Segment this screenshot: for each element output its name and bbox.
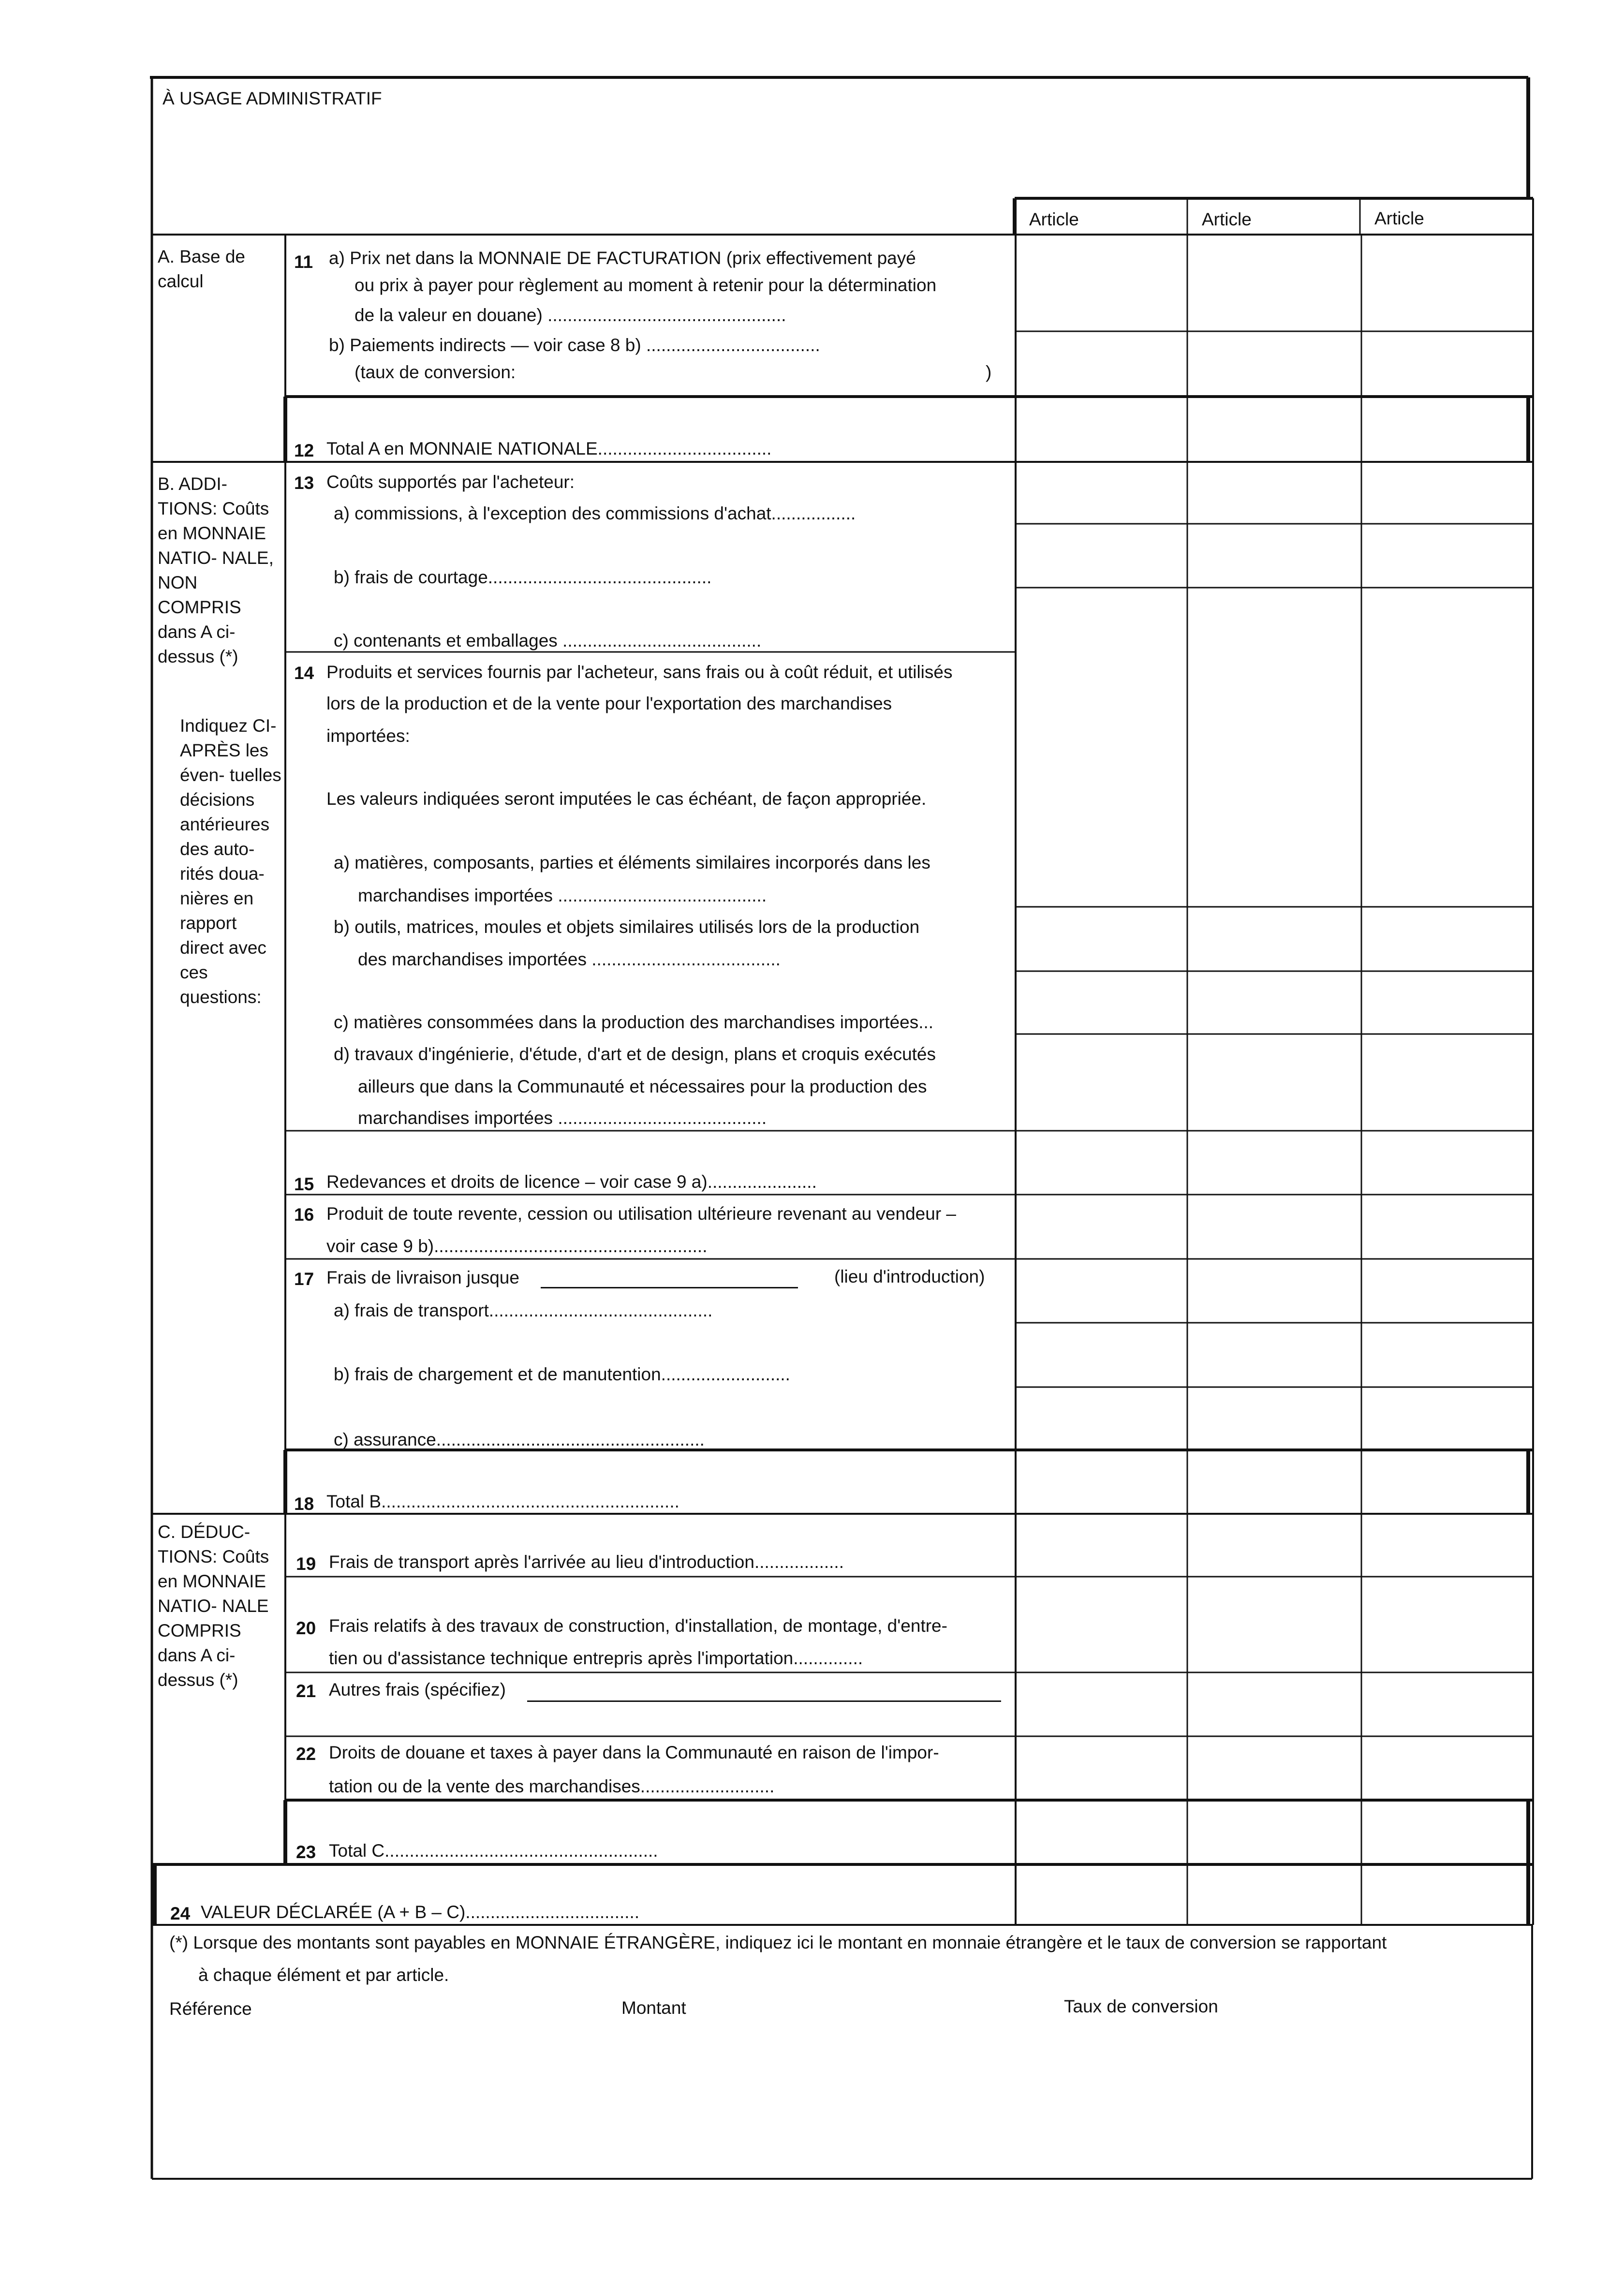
article-cell[interactable] — [1189, 399, 1359, 460]
article-cell[interactable] — [1189, 1389, 1359, 1448]
item-11a-line3: de la valeur en douane) ................................................ — [354, 305, 786, 325]
item-14d-line2: ailleurs que dans la Communauté et nécessaires pour la production des — [358, 1077, 927, 1096]
article-cell[interactable] — [1018, 1325, 1185, 1385]
article-cell[interactable] — [1189, 1325, 1359, 1385]
article-cell[interactable] — [1189, 1261, 1359, 1321]
article-cell[interactable] — [1018, 1036, 1185, 1129]
article-cell[interactable] — [1363, 1197, 1529, 1257]
item-13c-label: c) contenants et emballages ........................................ — [334, 631, 762, 650]
item-14b-line1: b) outils, matrices, moules et objets similaires utilisés lors de la production — [334, 917, 920, 937]
section-b-label: B. ADDI- TIONS: Coûts en MONNAIE NATIO- NALE, NON COMPRIS dans A ci- dessus (*) — [158, 474, 274, 666]
column-header-article-2: Article — [1202, 209, 1252, 229]
item-17-label: Frais de livraison jusque — [326, 1268, 519, 1287]
item-14-line1: Produits et services fournis par l'acheteur, sans frais ou à coût réduit, et utilisés — [326, 662, 953, 682]
article-cell[interactable] — [1363, 333, 1529, 395]
item-11b-line1: b) Paiements indirects — voir case 8 b) ................................... — [329, 335, 820, 355]
article-cell[interactable] — [1018, 1389, 1185, 1448]
item-24-number: 24 — [170, 1904, 191, 1923]
item-24-label: VALEUR DÉCLARÉE (A + B – C)................................... — [201, 1902, 640, 1922]
article-cell[interactable] — [1018, 1802, 1185, 1862]
article-cell[interactable] — [1189, 1452, 1359, 1512]
article-cell[interactable] — [1018, 1579, 1185, 1670]
article-cell[interactable] — [1018, 1197, 1185, 1257]
article-cell[interactable] — [1018, 464, 1185, 522]
section-a-label: A. Base de calcul — [158, 247, 246, 291]
item-23-number: 23 — [296, 1842, 316, 1862]
footnote-line2: à chaque élément et par article. — [198, 1965, 449, 1985]
article-cell[interactable] — [1363, 1389, 1529, 1448]
article-cell[interactable] — [1189, 909, 1359, 969]
item-21-specify-blank[interactable] — [527, 1700, 1001, 1702]
footnote-reference-label: Référence — [169, 1999, 252, 2019]
item-14c-label: c) matières consommées dans la production des marchandises importées... — [334, 1012, 934, 1032]
item-11a-line1: a) Prix net dans la MONNAIE DE FACTURATION (prix effectivement payé — [329, 248, 916, 268]
article-cell[interactable] — [1363, 236, 1529, 329]
item-14-number: 14 — [294, 663, 314, 683]
item-14a-line2: marchandises importées .......................................... — [358, 886, 767, 905]
article-cell[interactable] — [1189, 1866, 1359, 1923]
footnote-montant-label: Montant — [621, 1998, 686, 2018]
article-cell[interactable] — [1189, 1802, 1359, 1862]
item-20-number: 20 — [296, 1618, 316, 1638]
item-14d-line3: marchandises importées .......................................... — [358, 1108, 767, 1128]
item-11a-line2: ou prix à payer pour règlement au moment à retenir pour la détermination — [354, 275, 937, 295]
article-cell[interactable] — [1363, 464, 1529, 522]
item-22-line1: Droits de douane et taxes à payer dans la Communauté en raison de l'impor- — [329, 1743, 939, 1762]
item-13-label: Coûts supportés par l'acheteur: — [326, 472, 575, 492]
item-14a-line1: a) matières, composants, parties et éléments similaires incorporés dans les — [334, 853, 930, 872]
item-19-number: 19 — [296, 1554, 316, 1574]
item-14b-line2: des marchandises importées ...................................... — [358, 949, 781, 969]
article-cell[interactable] — [1189, 1738, 1359, 1798]
article-cell[interactable] — [1363, 973, 1529, 1032]
item-12-number: 12 — [294, 441, 314, 460]
item-17b-label: b) frais de chargement et de manutention.......................... — [334, 1364, 790, 1384]
item-11-number: 11 — [294, 252, 313, 272]
article-cell[interactable] — [1018, 399, 1185, 460]
article-cell[interactable] — [1363, 399, 1529, 460]
section-c-label: C. DÉDUC- TIONS: Coûts en MONNAIE NATIO- NALE COMPRIS dans A ci-dessus (*) — [158, 1522, 269, 1690]
article-cell[interactable] — [1363, 1325, 1529, 1385]
article-cell[interactable] — [1189, 973, 1359, 1032]
item-14-line3: importées: — [326, 726, 410, 746]
item-17-place-label: (lieu d'introduction) — [834, 1267, 985, 1286]
article-cell[interactable] — [1018, 1674, 1185, 1734]
article-cell[interactable] — [1189, 1516, 1359, 1575]
article-cell[interactable] — [1018, 1866, 1185, 1923]
item-16-line1: Produit de toute revente, cession ou utilisation ultérieure revenant au vendeur – — [326, 1204, 956, 1224]
item-21-number: 21 — [296, 1681, 316, 1701]
article-cell[interactable] — [1189, 1036, 1359, 1129]
article-cell[interactable] — [1189, 1133, 1359, 1193]
article-cell[interactable] — [1018, 1738, 1185, 1798]
article-cell[interactable] — [1363, 1802, 1529, 1862]
article-cell[interactable] — [1018, 1261, 1185, 1321]
article-cell[interactable] — [1363, 526, 1529, 586]
article-cell[interactable] — [1018, 333, 1185, 395]
item-18-number: 18 — [294, 1494, 314, 1514]
article-cell[interactable] — [1018, 1516, 1185, 1575]
article-cell[interactable] — [1363, 1036, 1529, 1129]
article-cell[interactable] — [1189, 333, 1359, 395]
item-16-line2: voir case 9 b)....................................................... — [326, 1236, 708, 1256]
article-cell[interactable] — [1018, 590, 1185, 905]
column-header-article-3: Article — [1374, 208, 1424, 228]
item-14-line2: lors de la production et de la vente pour l'exportation des marchandises — [326, 694, 892, 713]
article-cell[interactable] — [1189, 1579, 1359, 1670]
footnote-taux-label: Taux de conversion — [1064, 1996, 1218, 2016]
article-cell[interactable] — [1189, 236, 1359, 329]
article-cell[interactable] — [1363, 1133, 1529, 1193]
article-cell[interactable] — [1363, 1452, 1529, 1512]
item-17-number: 17 — [294, 1269, 314, 1289]
article-cell[interactable] — [1189, 526, 1359, 586]
article-cell[interactable] — [1189, 1674, 1359, 1734]
article-cell[interactable] — [1363, 1674, 1529, 1734]
article-cell[interactable] — [1018, 1452, 1185, 1512]
item-12-label: Total A en MONNAIE NATIONALE................................... — [326, 439, 772, 458]
item-21-label: Autres frais (spécifiez) — [329, 1680, 506, 1700]
item-14d-line1: d) travaux d'ingénierie, d'étude, d'art et de design, plans et croquis exécutés — [334, 1044, 936, 1064]
article-cell[interactable] — [1363, 1261, 1529, 1321]
item-22-line2: tation ou de la vente des marchandises........................... — [329, 1776, 775, 1796]
item-16-number: 16 — [294, 1205, 314, 1225]
item-17-place-blank[interactable] — [541, 1287, 798, 1288]
article-cell[interactable] — [1363, 590, 1529, 905]
item-13b-label: b) frais de courtage............................................. — [334, 567, 712, 587]
item-22-number: 22 — [296, 1744, 316, 1764]
article-cell[interactable] — [1018, 973, 1185, 1032]
article-cell[interactable] — [1189, 590, 1359, 905]
item-19-label: Frais de transport après l'arrivée au lieu d'introduction.................. — [329, 1552, 844, 1572]
item-20-line2: tien ou d'assistance technique entrepris après l'importation.............. — [329, 1648, 863, 1668]
article-cell[interactable] — [1189, 464, 1359, 522]
footnote-line1: (*) Lorsque des montants sont payables en MONNAIE ÉTRANGÈRE, indiquez ici le montant en monnaie étrangère et le taux de conversion se rapportant — [169, 1933, 1387, 1952]
item-14-note: Les valeurs indiquées seront imputées le cas échéant, de façon appropriée. — [326, 789, 927, 809]
column-header-article-1: Article — [1029, 209, 1079, 229]
item-15-number: 15 — [294, 1174, 314, 1194]
article-cell[interactable] — [1363, 1738, 1529, 1798]
article-cell[interactable] — [1363, 1579, 1529, 1670]
item-20-line1: Frais relatifs à des travaux de construction, d'installation, de montage, d'entre- — [329, 1616, 947, 1636]
item-13-number: 13 — [294, 473, 314, 493]
article-cell[interactable] — [1189, 1197, 1359, 1257]
item-18-label: Total B............................................................ — [326, 1492, 679, 1511]
admin-use-label: À USAGE ADMINISTRATIF — [162, 89, 382, 108]
article-cell[interactable] — [1363, 909, 1529, 969]
item-23-label: Total C....................................................... — [329, 1841, 658, 1861]
article-cell[interactable] — [1018, 909, 1185, 969]
section-b-note: Indiquez CI-APRÈS les éven- tuelles décisions antérieures des auto- rités doua- nières en rapport direct avec ces questions: — [180, 716, 281, 1007]
article-cell[interactable] — [1018, 526, 1185, 586]
article-cell[interactable] — [1018, 1133, 1185, 1193]
item-15-label: Redevances et droits de licence – voir case 9 a)...................... — [326, 1172, 817, 1192]
item-13a-label: a) commissions, à l'exception des commissions d'achat................. — [334, 503, 856, 523]
article-cell[interactable] — [1018, 236, 1185, 329]
item-17a-label: a) frais de transport............................................. — [334, 1301, 713, 1320]
item-17c-label: c) assurance...................................................... — [334, 1430, 705, 1449]
article-cell[interactable] — [1363, 1866, 1529, 1923]
item-11b-line2: (taux de conversion: — [354, 362, 516, 382]
item-11b-close-paren: ) — [986, 362, 992, 382]
article-cell[interactable] — [1363, 1516, 1529, 1575]
